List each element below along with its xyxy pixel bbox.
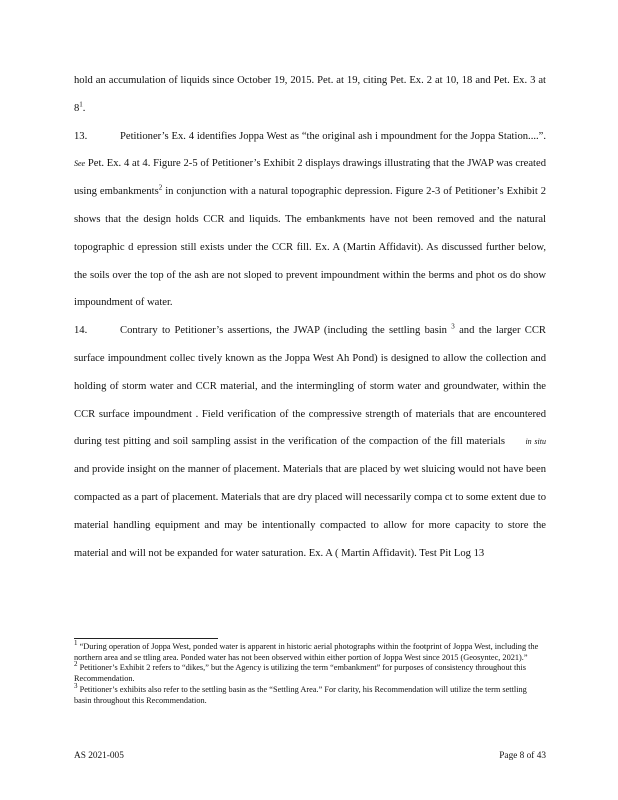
body-text xyxy=(74,67,546,567)
docket-number: AS 2021-005 xyxy=(74,751,124,761)
paragraph-continuation: hold an accumulation of liquids since October 19, 2015. Pet. at 19, citing Pet. Ex. 2 at 10, 18 and Pet. Ex. 3 at $8^1$. xyxy=(74,75,546,114)
footnote-1: $^1$ “During operation of Joppa West, ponded water is apparent in historic aerial photographs within the footprint of Joppa West, including the northern area and se ttling area. Ponded water has not been observed within either portion of Joppa West since 2015 (Geosyntec, 2021).” xyxy=(74,639,539,662)
in-situ-term: in situ xyxy=(525,437,546,447)
see-signal: See xyxy=(74,159,86,169)
footnote-2: $^2$ Petitioner’s Exhibit 2 refers to “dikes,” but the Agency is utilizing the term “embankment” for purposes of consistency throughout this Recommendation. xyxy=(74,660,526,684)
paragraph-14: 14. Contrary to Petitioner’s assertions, the JWAP (including the settling basin $^3$ and the larger CCR surface impoundment collec tively known as the Joppa West Ah Pond) is designed to allow the collection and holding of storm water and CCR material, and the intermingling of storm water and groundwater, within the CCR surface impoundment . Field verification of the compressive strength of materials that are encountered during test pitting and soil sampling assist in the verification of the compaction of the fill materials in situ and provide insight on the manner of placement. Materials that are placed by wet sluicing would not have been compacted as a part of placement. Materials that are dry placed will necessarily compa ct to some extent due to material handling equipment and may be intentionally compacted to allow for more capacity to store the material and will not be expanded for water saturation. Ex. A ( Martin Affidavit). Test Pit Log 13 xyxy=(74,317,546,567)
footnote-ref-2: 2 xyxy=(158,183,163,192)
paragraph-number: 14. xyxy=(74,325,88,337)
page-number: Page 8 of 43 xyxy=(499,751,546,761)
paragraph-13: 13. Petitioner’s Ex. 4 identifies Joppa West as “the original ash i mpoundment for the Joppa Station....”. See Pet. Ex. 4 at 4. Figure 2-5 of Petitioner’s Exhibit 2 displays drawings illustrating that the JWAP was created using embankments$^2$ in conjunction with a natural topographic depression. Figure 2-3 of Petitioner’s Exhibit 2 shows that the design holds CCR and liquids. The embankments have not been removed and the natural topographic d epression still exists under the CCR fill. Ex. A (Martin Affidavit). As discussed further below, the soils over the top of the ash are not sloped to prevent impoundment within the berms and phot os do show impoundment of water. xyxy=(74,123,546,318)
footnote-ref-1: 1 xyxy=(79,100,83,109)
footnote-separator xyxy=(74,638,218,639)
footnotes xyxy=(74,639,546,706)
footnote-3: $^3$ Petitioner’s exhibits also refer to the settling basin as the “Settling Area.” For clarity, his Recommendation will utilize the term settling basin throughout this Recommendation. xyxy=(74,682,527,705)
footnote-ref-3: 3 xyxy=(451,322,455,331)
paragraph-number: 13. xyxy=(74,130,88,142)
